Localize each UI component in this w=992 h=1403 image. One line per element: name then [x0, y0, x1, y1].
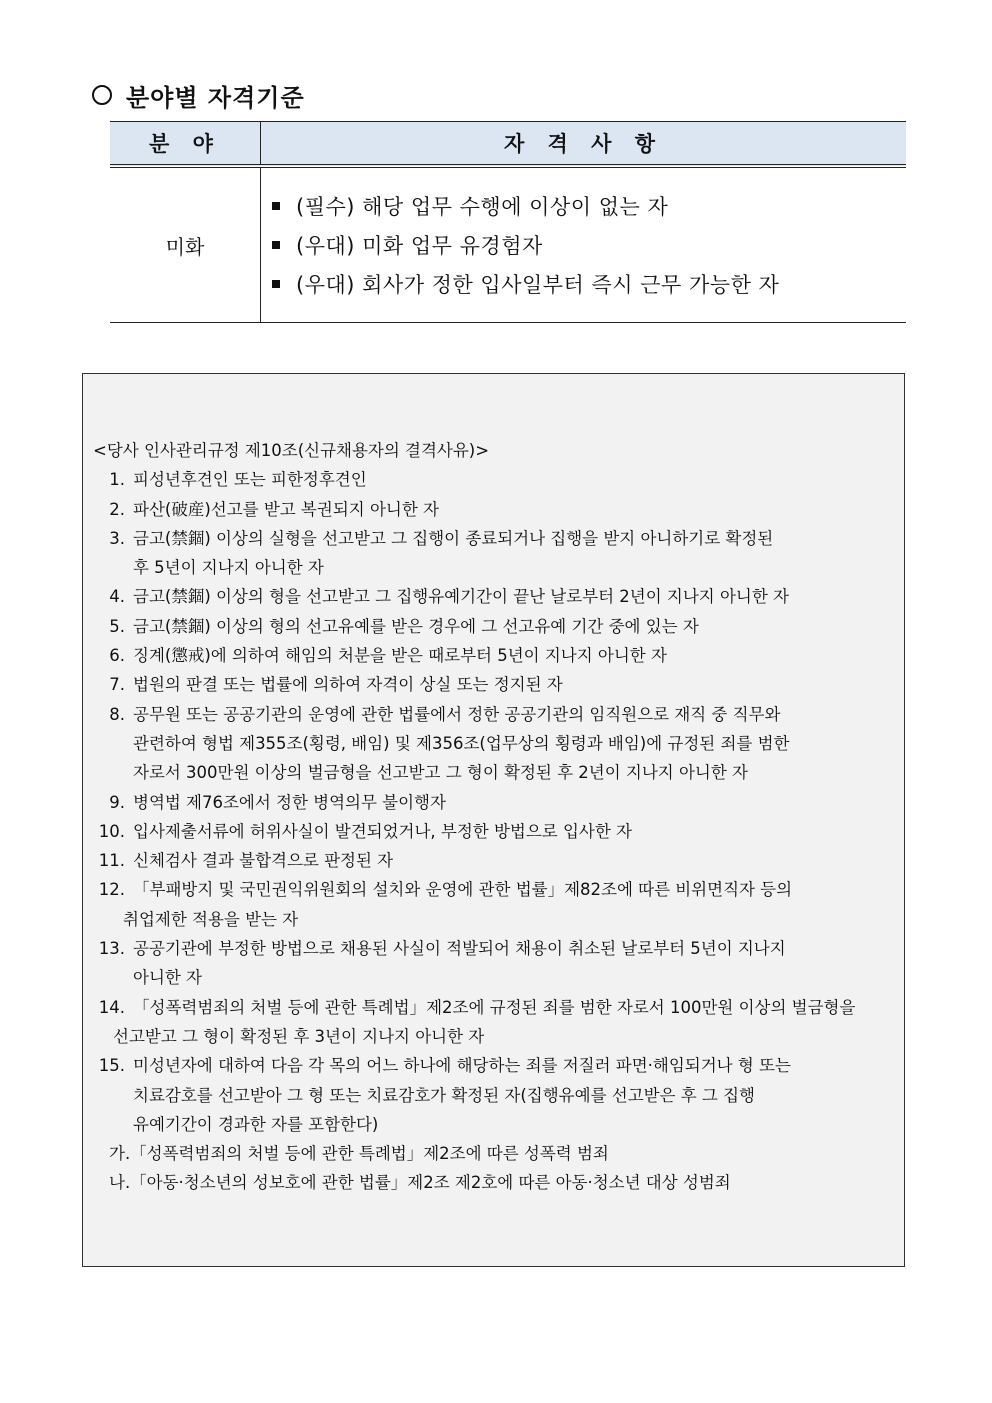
list-item — [93, 641, 898, 670]
section-title — [92, 78, 305, 112]
list-item — [272, 187, 905, 226]
table-row — [110, 166, 906, 323]
item-text: 공공기관에 부정한 방법으로 채용된 사실이 적발되어 채용이 취소된 날로부터 5년이 지나지 — [133, 939, 786, 959]
requirement-text: (우대) 미화 업무 유경험자 — [296, 234, 543, 258]
regulation-box — [82, 373, 905, 1267]
item-continuation: 유예기간이 경과한 자를 포함한다) — [133, 1114, 379, 1134]
item-text: 신체검사 결과 불합격으로 판정된 자 — [133, 851, 394, 871]
item-number: 7. — [109, 675, 125, 695]
item-continuation: 선고받고 그 형이 확정된 후 3년이 지나지 아니한 자 — [113, 1026, 485, 1046]
requirement-text: (우대) 회사가 정한 입사일부터 즉시 근무 가능한 자 — [296, 273, 780, 297]
item-text: 공무원 또는 공공기관의 운영에 관한 법률에서 정한 공공기관의 임직원으로 재직 중 직무와 — [133, 704, 781, 724]
item-text: 파산(破産)선고를 받고 복권되지 아니한 자 — [133, 499, 439, 519]
item-continuation: 아니한 자 — [133, 968, 203, 988]
qualification-table — [110, 121, 906, 323]
item-number: 10. — [98, 821, 125, 841]
item-text: 미성년자에 대하여 다음 각 목의 어느 하나에 해당하는 죄를 저질러 파면·해임되거나 형 또는 — [133, 1056, 791, 1076]
list-item — [93, 495, 898, 524]
header-requirements: 자 격 사 항 — [261, 122, 907, 167]
cell-field: 미화 — [110, 166, 261, 323]
item-continuation: 자로서 300만원 이상의 벌금형을 선고받고 그 형이 확정된 후 2년이 지나지 아니한 자 — [133, 763, 748, 783]
list-item — [93, 993, 898, 1022]
item-number: 3. — [109, 528, 125, 548]
item-text: 「성폭력범죄의 처벌 등에 관한 특례법」제2조에 규정된 죄를 범한 자로서 100만원 이상의 벌금형을 — [133, 997, 856, 1017]
item-text: 병역법 제76조에서 정한 병역의무 불이행자 — [133, 792, 446, 812]
item-number: 15. — [98, 1056, 125, 1076]
list-item — [272, 265, 905, 304]
regulation-title: <당사 인사관리규정 제10조(신규채용자의 결격사유)> — [93, 441, 490, 460]
item-text: 「부패방지 및 국민권익위원회의 설치와 운영에 관한 법률」제82조에 따른 비위면직자 등의 — [133, 880, 793, 900]
list-item — [93, 875, 898, 904]
sub-item: 나.「아동·청소년의 성보호에 관한 법률」제2조 제2호에 따른 아동·청소년 대상 성범죄 — [109, 1173, 731, 1193]
item-text: 징계(懲戒)에 의하여 해임의 처분을 받은 때로부터 5년이 지나지 아니한 자 — [133, 646, 667, 666]
item-number: 5. — [109, 616, 125, 636]
item-number: 11. — [98, 851, 125, 871]
item-text: 금고(禁錮) 이상의 실형을 선고받고 그 집행이 종료되거나 집행을 받지 아니하기로 확정된 — [133, 528, 774, 548]
item-text: 입사제출서류에 허위사실이 발견되었거나, 부정한 방법으로 입사한 자 — [133, 821, 632, 841]
item-text: 금고(禁錮) 이상의 형의 선고유예를 받은 경우에 그 선고유예 기간 중에 있는 자 — [133, 616, 699, 636]
list-item — [93, 582, 898, 611]
square-bullet-icon — [272, 241, 280, 249]
cell-requirements — [261, 166, 907, 323]
list-item — [93, 846, 898, 875]
list-item — [93, 817, 898, 846]
list-item — [93, 1051, 898, 1080]
section-title-text: 분야별 자격기준 — [126, 83, 305, 112]
item-text: 법원의 판결 또는 법률에 의하여 자격이 상실 또는 정지된 자 — [133, 675, 563, 695]
list-item — [93, 788, 898, 817]
item-number: 9. — [109, 792, 125, 812]
item-number: 4. — [109, 587, 125, 607]
list-item — [93, 524, 898, 553]
item-text: 금고(禁錮) 이상의 형을 선고받고 그 집행유예기간이 끝난 날로부터 2년이 지나지 아니한 자 — [133, 587, 789, 607]
requirements-list — [262, 187, 905, 304]
circle-bullet-icon — [92, 85, 112, 105]
list-item — [272, 226, 905, 265]
item-number: 13. — [98, 939, 125, 959]
table-header-row — [110, 122, 906, 167]
sub-item: 가.「성폭력범죄의 처벌 등에 관한 특례법」제2조에 따른 성폭력 범죄 — [109, 1144, 609, 1164]
item-number: 8. — [109, 704, 125, 724]
header-field: 분 야 — [110, 122, 261, 167]
square-bullet-icon — [272, 202, 280, 210]
item-number: 2. — [109, 499, 125, 519]
item-number: 6. — [109, 646, 125, 666]
list-item — [93, 700, 898, 729]
list-item — [93, 612, 898, 641]
list-item — [93, 465, 898, 494]
item-continuation: 후 5년이 지나지 아니한 자 — [133, 558, 324, 578]
item-number: 14. — [98, 997, 125, 1017]
item-continuation: 치료감호를 선고받아 그 형 또는 치료감호가 확정된 자(집행유예를 선고받은 후 그 집행 — [133, 1085, 755, 1105]
requirement-text: (필수) 해당 업무 수행에 이상이 없는 자 — [296, 195, 669, 219]
list-item — [93, 670, 898, 699]
item-number: 12. — [98, 880, 125, 900]
square-bullet-icon — [272, 280, 280, 288]
item-continuation: 관련하여 형법 제355조(횡령, 배임) 및 제356조(업무상의 횡령과 배임)에 규정된 죄를 범한 — [133, 733, 790, 753]
item-number: 1. — [109, 470, 125, 490]
regulation-content — [93, 436, 898, 1198]
item-text: 피성년후견인 또는 피한정후견인 — [133, 470, 367, 490]
item-continuation: 취업제한 적용을 받는 자 — [123, 909, 299, 929]
list-item — [93, 934, 898, 963]
